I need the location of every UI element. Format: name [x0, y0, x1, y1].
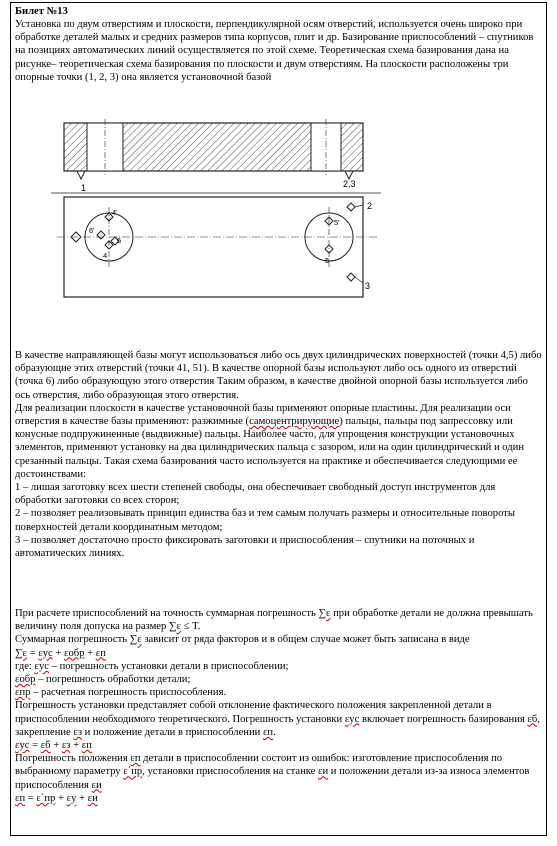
- text: +: [84, 647, 96, 659]
- text: , установки приспособления на станке: [142, 766, 319, 778]
- text: При расчете приспособлений на точность суммарная погрешность: [15, 608, 319, 619]
- symbol: εп: [81, 740, 92, 752]
- text: +: [55, 792, 67, 804]
- text: включает погрешность базирования: [359, 713, 528, 725]
- advantage-1: 1 – лишая заготовку всех шести степеней свободы, она обеспечивает свободный доступ инструментов для обработки заготовки со всех сторон;: [15, 482, 496, 507]
- text: +: [70, 740, 82, 752]
- para-position-error: [15, 752, 543, 792]
- text: зависит от ряда факторов и в общем случае может быть записана в виде: [141, 634, 470, 646]
- label-point-6: 6: [117, 236, 122, 245]
- label-point-6-prime: 6': [89, 226, 95, 235]
- text: – погрешность установки детали в приспособлении;: [48, 660, 289, 672]
- advantage-3: 3 – позволяет достаточно просто фиксировать заготовки и приспособления – спутники на поточных и автоматических линиях.: [15, 534, 475, 560]
- plan-view: [57, 197, 377, 297]
- label-point-1: 1: [81, 183, 87, 193]
- symbol: εз: [61, 740, 71, 752]
- label-point-4-prime: 4': [112, 208, 118, 217]
- text: =: [29, 740, 41, 752]
- where-setup-error: [15, 660, 543, 673]
- section-accuracy-calculation: [15, 607, 543, 805]
- label-point-5-prime: 5': [334, 218, 340, 227]
- symbol: εп: [15, 792, 26, 804]
- text: ) пальцы, пальцы под запрессовку или конусные подпружиненные (выдвижные) пальцы. Наиболее часто, для упрощения конструкции установочных элементов, применяют установку на два цилиндрических пальца с зазором, или на один цилиндрический и один срезанный пальцы. Такая схема базирования часто используется на практике и обеспечивается следующими ее достоинствами:: [15, 416, 525, 480]
- symbol: εус: [34, 660, 49, 672]
- symbol: εус: [344, 713, 360, 725]
- text: ≤ T.: [180, 621, 201, 633]
- text: =: [27, 647, 39, 659]
- symbol: εз: [73, 726, 83, 738]
- label-points-2-3: 2,3: [343, 179, 356, 189]
- para-total-error-depends: [15, 633, 543, 646]
- symbol: ∑ε: [129, 634, 142, 646]
- symbol: εб: [40, 740, 51, 752]
- label-point-2: 2: [367, 201, 373, 211]
- symbol: εобр: [15, 674, 36, 686]
- symbol: εи: [91, 779, 102, 791]
- text: Погрешность установки представляет собой отклонение фактического положения закрепленной детали в приспособлении необходимого теоретического. Погрешность установки: [15, 700, 492, 725]
- label-point-5: 5: [325, 256, 330, 265]
- text: Погрешность положения: [15, 753, 131, 765]
- ticket-page: [10, 2, 547, 836]
- where-machining-error: [15, 673, 543, 686]
- label-point-3: 3: [365, 281, 371, 291]
- text: =: [25, 792, 37, 804]
- text: где:: [15, 660, 35, 672]
- text: +: [52, 647, 65, 659]
- symbol: εп: [262, 726, 274, 738]
- symbol: εп: [95, 647, 106, 659]
- where-fixture-error: [15, 686, 543, 699]
- symbol: εус: [15, 740, 30, 752]
- advantage-2: 2 – позволяет реализовывать принцип единства баз и тем самым получать размеры и относительные повороты поверхностей детали координатным методом;: [15, 508, 515, 533]
- symbol: εус: [38, 647, 53, 659]
- text: – расчетная погрешность приспособления.: [30, 687, 227, 699]
- text: Суммарная погрешность: [15, 634, 130, 646]
- text: , закрепление: [15, 713, 540, 738]
- symbol: εобр: [64, 647, 85, 659]
- text: и положение детали в приспособлении: [82, 726, 263, 738]
- ticket-title: Билет №13: [15, 6, 68, 17]
- text: детали в приспособлении состоит из ошибок: изготовление приспособления по выбранному параметру: [15, 753, 503, 778]
- text: самоцентрирующие: [249, 416, 340, 428]
- para-realization: [15, 402, 543, 481]
- intro-paragraph: Установка по двум отверстиям и плоскости, перпендикулярной осям отверстий, используется очень широко при обработке деталей малых и средних размеров типа корпусов, плит и др. Базирование приспособлений – спутников на позициях автоматических линий осуществляется по этой схеме. Теоретическая схема базирования дана на рисунке– теоретическая схема базирования по плоскости и двум отверстиям. На плоскости расположены три опорные точки (1, 2, 3) она является установочной базой: [15, 19, 534, 83]
- symbol: ∑ε: [15, 647, 28, 659]
- formula-total-error: [15, 647, 543, 660]
- symbol: εпр: [15, 687, 31, 699]
- text: .: [273, 726, 276, 738]
- symbol: ε΄пр: [36, 792, 56, 804]
- symbol: ∑ε: [318, 608, 331, 619]
- symbol: ∑ε: [168, 621, 181, 633]
- text: Для реализации плоскости в качестве установочной базы применяют опорные пластины. Для реализации оси отверстия в качестве базы применяют: разжимные (: [15, 402, 511, 428]
- symbol: εб: [527, 713, 538, 725]
- basing-scheme-figure: [51, 115, 381, 305]
- para-guide-base: В качестве направляющей базы могут использоваться либо ось двух цилиндрических поверхностей (точки 4,5) либо образующие этих отверстий (точки 41, 51). В качестве опорной базы используют либо ось одного из отверстий (точка 6) либо образующую этого отверстия Таким образом, в качестве двойной опорной базы используется либо ось отверстия, либо образующая этого отверстия.: [15, 350, 542, 401]
- symbol: εу: [66, 792, 77, 804]
- section-basing-description: [15, 349, 543, 560]
- symbol: εи: [87, 792, 98, 804]
- text: +: [76, 792, 88, 804]
- text: при обработке детали не должна превышать величину поля допуска на размер: [15, 608, 533, 633]
- formula-position-error: [15, 792, 543, 805]
- symbol: εи: [318, 766, 329, 778]
- section-view: [64, 119, 363, 179]
- text: и положении детали из-за износа элементов приспособления: [15, 766, 530, 791]
- symbol: ε΄пр: [123, 766, 143, 778]
- para-total-error: [15, 607, 543, 633]
- text: +: [50, 740, 62, 752]
- text: – погрешность обработки детали;: [35, 674, 191, 686]
- formula-setup-error: [15, 739, 543, 752]
- symbol: εп: [130, 753, 141, 765]
- para-setup-error: [15, 699, 543, 739]
- label-point-4: 4: [103, 251, 108, 260]
